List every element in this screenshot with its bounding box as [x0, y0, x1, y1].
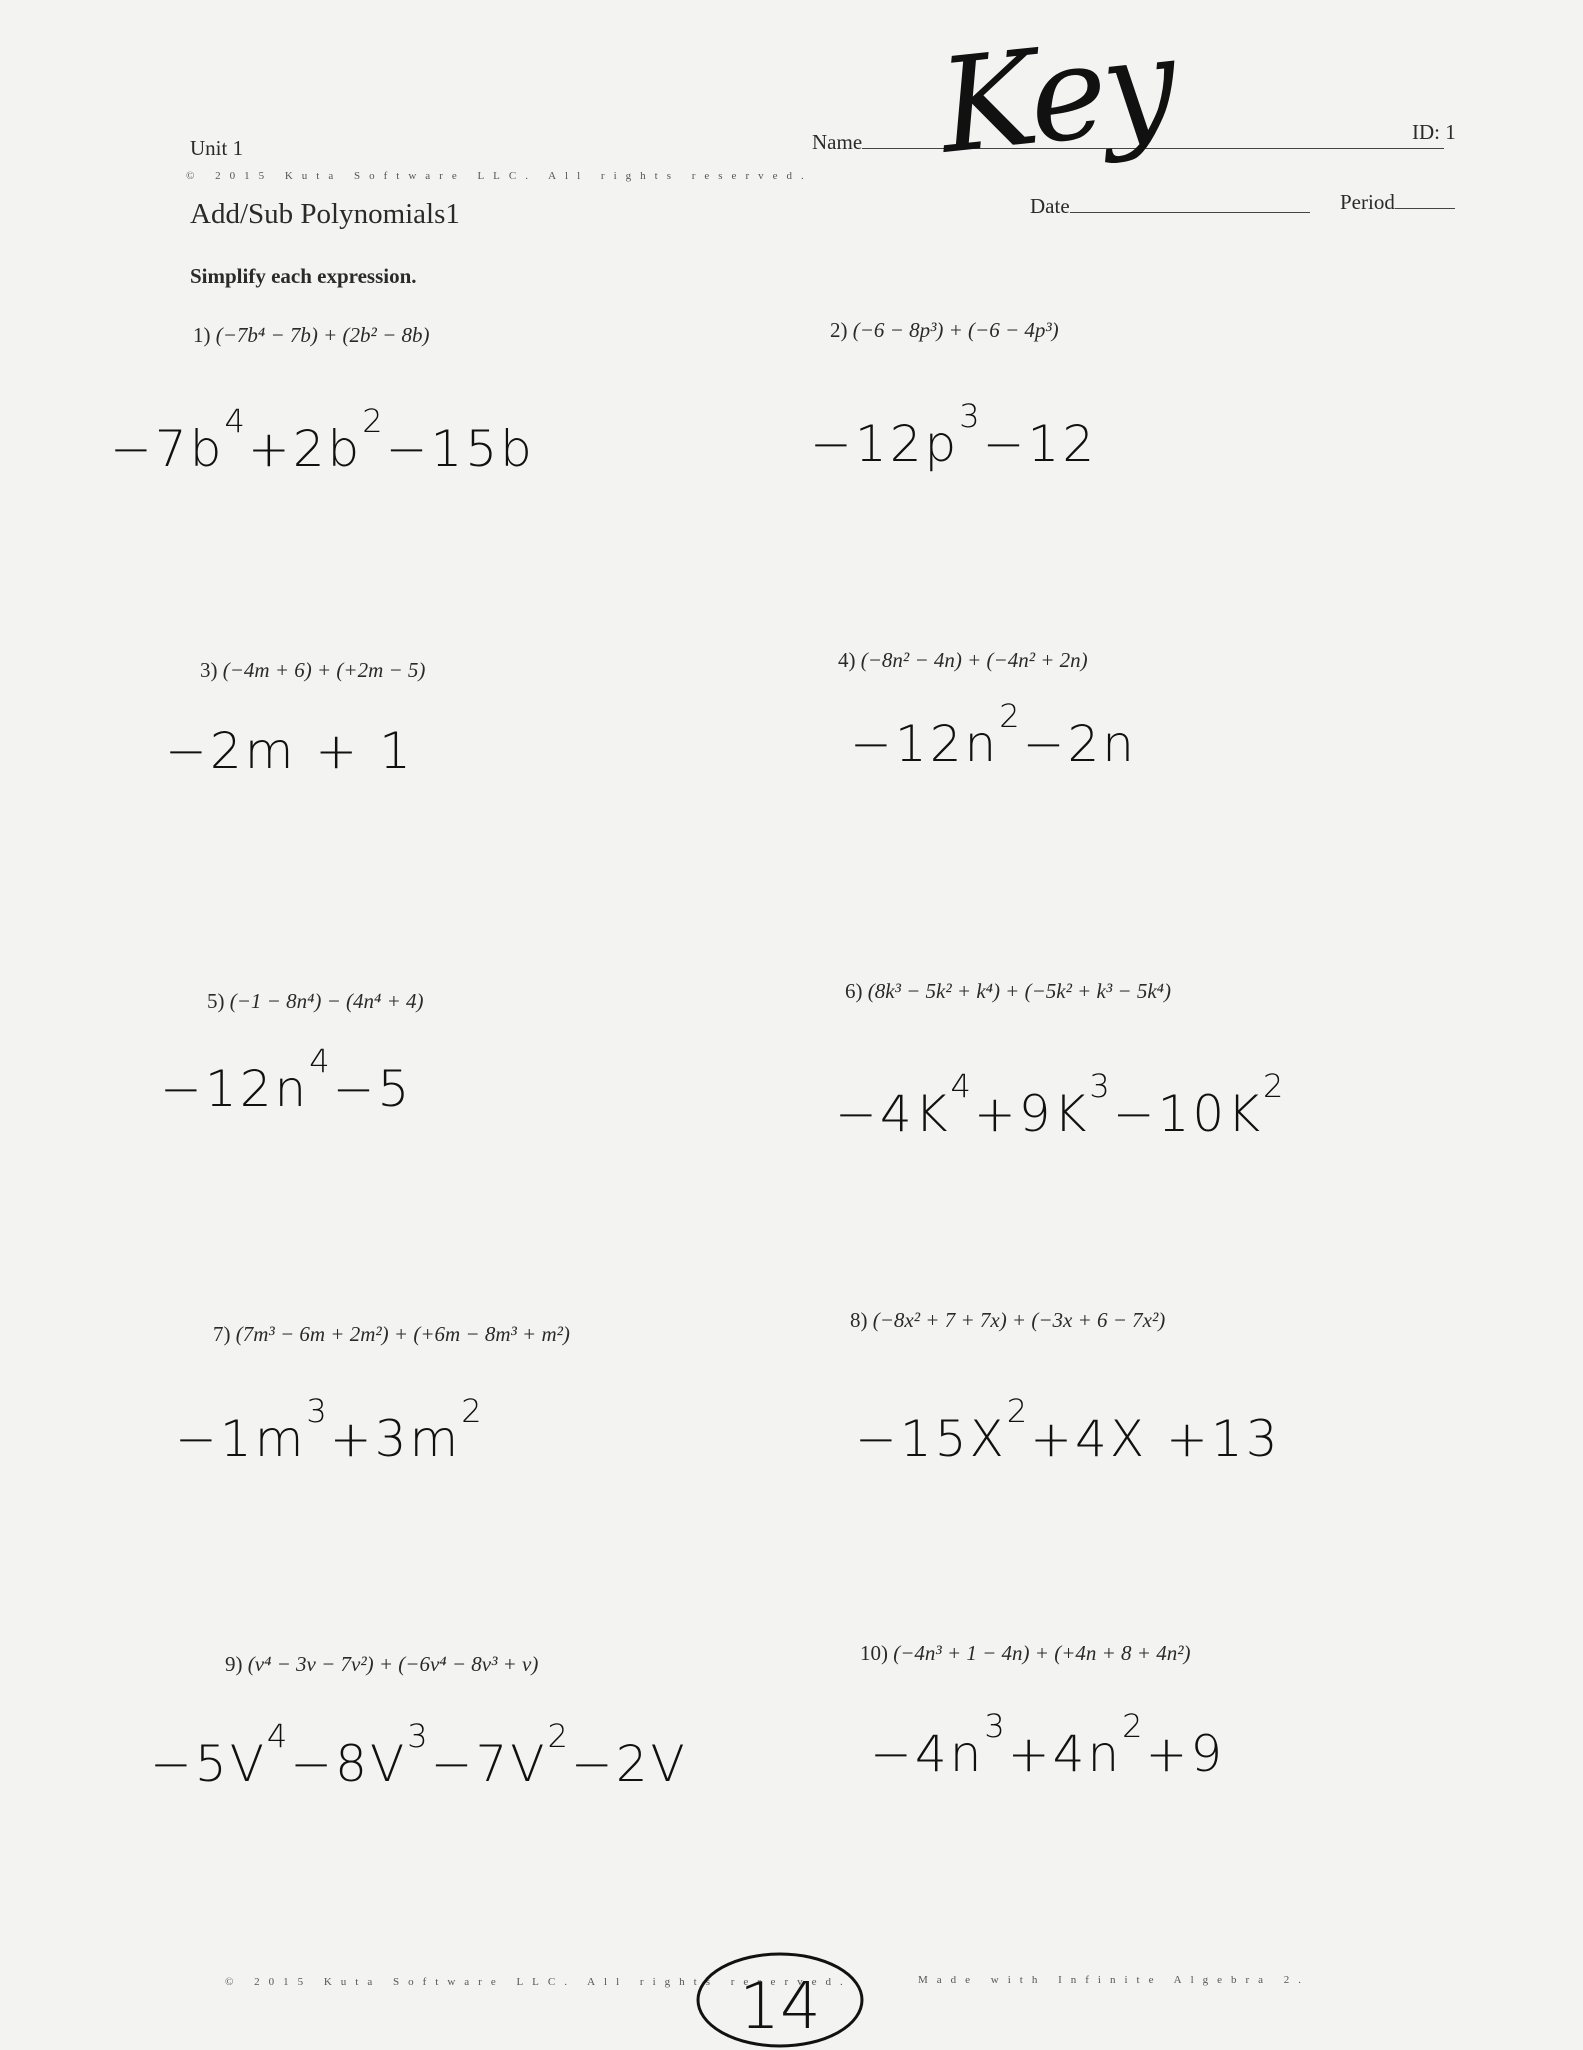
- problem-8: 8) (−8x² + 7 + 7x) + (−3x + 6 − 7x²): [850, 1308, 1166, 1332]
- instructions: Simplify each expression.: [190, 264, 417, 288]
- date-field: [1030, 194, 1310, 219]
- answer-5: $-12n^4-5$: [160, 1042, 413, 1118]
- problem-9: 9) (v⁴ − 3v − 7v²) + (−6v⁴ − 8v³ + v): [225, 1652, 539, 1676]
- id-label: ID: 1: [1412, 120, 1456, 144]
- answer-8: $-15X^2+4X +13$: [855, 1392, 1281, 1468]
- problem-6: 6) (8k³ − 5k² + k⁴) + (−5k² + k³ − 5k⁴): [845, 979, 1171, 1003]
- circled-score: [690, 1940, 870, 2050]
- period-label: Period: [1340, 190, 1395, 214]
- answer-10: $-4n^3+4n^2+9$: [870, 1707, 1226, 1783]
- problem-5: 5) (−1 − 8n⁴) − (4n⁴ + 4): [207, 989, 424, 1013]
- problem-7: 7) (7m³ − 6m + 2m²) + (+6m − 8m³ + m²): [213, 1322, 570, 1346]
- problem-2: 2) (−6 − 8p³) + (−6 − 4p³): [830, 318, 1059, 342]
- answer-4: $-12n^2-2n$: [850, 697, 1137, 773]
- problem-10: 10) (−4n³ + 1 − 4n) + (+4n + 8 + 4n²): [860, 1641, 1191, 1665]
- date-label: Date: [1030, 194, 1070, 218]
- period-field: [1340, 190, 1455, 215]
- problem-1: 1) (−7b⁴ − 7b) + (2b² − 8b): [193, 323, 430, 347]
- unit-label: Unit 1: [190, 136, 244, 160]
- answer-9: $-5V^4-8V^3-7V^2-2V$: [150, 1717, 688, 1793]
- name-label: Name: [812, 130, 863, 154]
- date-line: [1070, 212, 1310, 213]
- footer-made-with: Made with Infinite Algebra 2.: [918, 1974, 1311, 1986]
- answer-3: −2m + 1: [165, 722, 414, 780]
- answer-2: $-12p^3-12$: [810, 397, 1098, 473]
- answer-1: $-7b^4+2b^2-15b$: [110, 402, 535, 478]
- problem-4: 4) (−8n² − 4n) + (−4n² + 2n): [838, 648, 1088, 672]
- answer-7: $-1m^3+3m^2$: [175, 1392, 485, 1468]
- problem-3: 3) (−4m + 6) + (+2m − 5): [200, 658, 426, 682]
- svg-text:14: 14: [739, 1970, 821, 2044]
- worksheet-title: Add/Sub Polynomials1: [190, 198, 460, 230]
- period-line: [1395, 208, 1455, 209]
- handwritten-key-signature: Key: [932, 7, 1180, 183]
- answer-6: $-4K^4+9K^3-10K^2$: [835, 1067, 1287, 1143]
- footer-copyright: © 2015 Kuta Software LLC. All rights reserved.: [225, 1976, 852, 1988]
- header-copyright: © 2015 Kuta Software LLC. All rights reserved.: [186, 170, 813, 182]
